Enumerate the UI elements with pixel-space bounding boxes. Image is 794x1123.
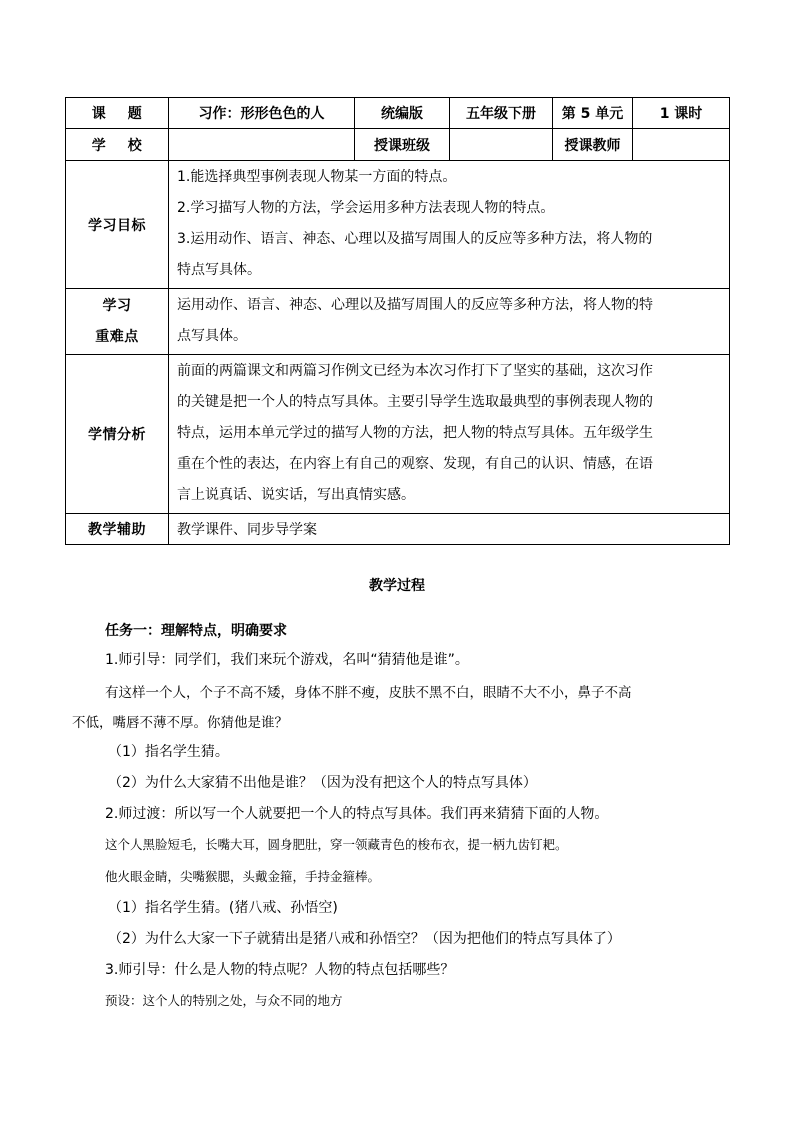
- analysis-line: 特点，运用本单元学过的描写人物的方法，把人物的特点写具体。五年级学生: [177, 425, 653, 441]
- section-title: 教学过程: [369, 578, 425, 594]
- topic-value: 习作：形形色色的人: [169, 98, 355, 129]
- class-value: [450, 129, 553, 161]
- periods-value: 1 课时: [633, 98, 730, 129]
- riddle-line-2: 不低，嘴唇不薄不厚。你猜他是谁？: [72, 715, 288, 731]
- table-row-goals: [66, 161, 730, 289]
- analysis-line: 重在个性的表达，在内容上有自己的观察、发现，有自己的认识、情感，在语: [177, 456, 653, 472]
- analysis-line: 前面的两篇课文和两篇习作例文已经为本次习作打下了坚实的基础，这次习作: [177, 363, 653, 379]
- goal-line: 特点写具体。: [177, 262, 261, 278]
- riddle-line-1: 有这样一个人，个子不高不矮，身体不胖不瘦，皮肤不黑不白，眼睛不大不小，鼻子不高: [105, 685, 632, 701]
- difficulty-line: 运用动作、语言、神态、心理以及描写周围人的反应等多种方法，将人物的特: [177, 297, 653, 313]
- step-2: 2.师过渡：所以写一个人就要把一个人的特点写具体。我们再来猜猜下面的人物。: [105, 806, 609, 822]
- step-1-sub-2: （2）为什么大家猜不出他是谁？（因为没有把这个人的特点写具体）: [108, 775, 537, 791]
- step-1-sub-1: （1）指名学生猜。: [108, 744, 229, 760]
- school-value: [169, 129, 355, 161]
- step-3: 3.师引导：什么是人物的特点呢？人物的特点包括哪些？: [105, 962, 455, 978]
- description-2: 他火眼金睛，尖嘴猴腮，头戴金箍，手持金箍棒。: [105, 869, 381, 884]
- goal-line: 3.运用动作、语言、神态、心理以及描写周围人的反应等多种方法，将人物的: [177, 231, 653, 247]
- table-row-aids: [66, 514, 730, 545]
- difficulty-label: [66, 289, 169, 355]
- school-label: 学 校: [66, 129, 169, 161]
- difficulty-label-line2: 重难点: [95, 328, 139, 345]
- table-row-school: [66, 129, 730, 161]
- table-row-difficulty: [66, 289, 730, 355]
- unit-value: 第 5 单元: [553, 98, 633, 129]
- aids-label: 教学辅助: [66, 514, 169, 545]
- lesson-info-table: [65, 97, 730, 545]
- grade-value: 五年级下册: [450, 98, 553, 129]
- edition-value: 统编版: [355, 98, 450, 129]
- description-1: 这个人黑脸短毛，长嘴大耳，圆身肥肚，穿一领藏青色的梭布衣，提一柄九齿钉耙。: [105, 837, 568, 852]
- analysis-line: 的关键是把一个人的特点写具体。主要引导学生选取最典型的事例表现人物的: [177, 394, 653, 410]
- analysis-content: [169, 355, 730, 514]
- teacher-value: [633, 129, 730, 161]
- table-row-topic: [66, 98, 730, 129]
- difficulty-content: [169, 289, 730, 355]
- goal-line: 1.能选择典型事例表现人物某一方面的特点。: [177, 169, 457, 185]
- class-label: 授课班级: [355, 129, 450, 161]
- aids-value: 教学课件、同步导学案: [169, 514, 730, 545]
- difficulty-label-line1: 学习: [102, 297, 132, 314]
- table-row-analysis: [66, 355, 730, 514]
- goals-content: [169, 161, 730, 289]
- topic-label: 课 题: [66, 98, 169, 129]
- goals-label: 学习目标: [66, 161, 169, 289]
- step-1: 1.师引导：同学们，我们来玩个游戏，名叫“猜猜他是谁”。: [105, 652, 469, 668]
- goal-line: 2.学习描写人物的方法，学会运用多种方法表现人物的特点。: [177, 200, 555, 216]
- analysis-label: 学情分析: [66, 355, 169, 514]
- step-2-sub-1: （1）指名学生猜。(猪八戒、孙悟空): [108, 900, 338, 916]
- task-heading: 任务一：理解特点，明确要求: [105, 623, 287, 639]
- difficulty-line: 点写具体。: [177, 328, 247, 344]
- preset-answer: 预设：这个人的特别之处，与众不同的地方: [105, 993, 343, 1008]
- teacher-label: 授课教师: [553, 129, 633, 161]
- analysis-line: 言上说真话、说实话，写出真情实感。: [177, 487, 415, 503]
- step-2-sub-2: （2）为什么大家一下子就猜出是猪八戒和孙悟空？（因为把他们的特点写具体了）: [108, 931, 621, 947]
